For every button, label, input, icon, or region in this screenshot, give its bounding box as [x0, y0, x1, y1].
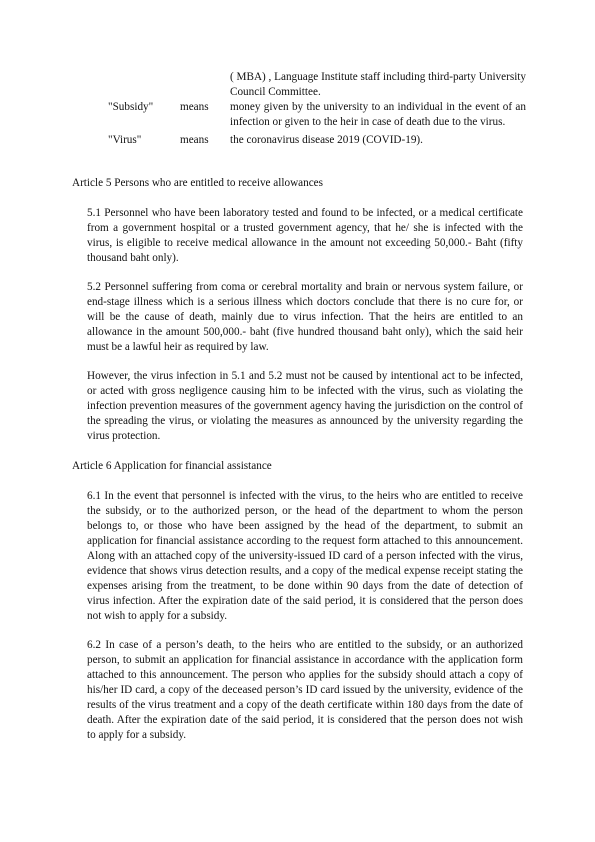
- definition-text: money given by the university to an individual in the event of an infection or given to the heir in case of death due to the virus.: [230, 101, 526, 128]
- article-6-heading: Article 6 Application for financial assistance: [72, 460, 272, 472]
- article-6-1-paragraph: 6.1 In the event that personnel is infected with the virus, to the heirs who are entitled to receive the subsidy, or to the authorized person, or the head of the department to whom the person belongs to, or those who have been assigned by the head of the department, to submit an application for financial assistance according to the request form attached to this announcement. Along with an attached copy of the university-issued ID card of a person infected with the virus, evidence that shows virus detection results, and a copy of the medical expense receipt stating the expenses arising from the treatment, to be done within 90 days from the date of detection of virus infection. After the expiration date of the said period, it is considered that the person does not wish to apply for a subsidy.: [87, 490, 523, 622]
- definition-term: "Subsidy": [108, 101, 154, 113]
- definition-mba-continuation: [72, 70, 527, 100]
- definition-subsidy: [72, 100, 527, 130]
- article-5-heading: Article 5 Persons who are entitled to receive allowances: [72, 177, 324, 189]
- article-5-2-paragraph: 5.2 Personnel suffering from coma or cerebral mortality and brain or nervous system failure, or end-stage illness which is a serious illness which doctors conclude that there is no cure for, or will be the cause of death, mainly due to virus infection. That the heirs are entitled to an allowance in the amount 500,000.- baht (five hundred thousand baht only), which the said heir must be a lawful heir as required by law.: [87, 281, 523, 353]
- definition-term: "Virus": [108, 134, 142, 146]
- definition-text: ( MBA) , Language Institute staff including third-party University Council Committee.: [230, 71, 526, 98]
- article-5-1-paragraph: 5.1 Personnel who have been laboratory tested and found to be infected, or a medical certificate from a government hospital or a trusted government agency, that he/ she is infected with the virus, is eligible to receive medical allowance in the amount not exceeding 50,000.- Baht (fifty thousand baht only).: [87, 207, 523, 264]
- article-6-2-paragraph: 6.2 In case of a person’s death, to the heirs who are entitled to the subsidy, or an authorized person, to submit an application for financial assistance in accordance with the application form attached to this announcement. The person who applies for the subsidy should attach a copy of his/her ID card, a copy of the deceased person’s ID card issued by the university, evidence of the results of the virus treatment and a copy of the death certificate within 180 days from the date of death. After the expiration date of the said period, it is considered that the person does not wish to apply for a subsidy.: [87, 639, 523, 741]
- definition-virus: [72, 133, 527, 148]
- definition-means: means: [180, 134, 209, 146]
- definitions-table: [72, 70, 527, 148]
- article-5-note-paragraph: However, the virus infection in 5.1 and 5.2 must not be caused by intentional act to be infected, or acted with gross negligence causing him to be infected with the virus, such as violating the infection prevention measures of the government agency having the jurisdiction on the control of the spreading the virus, or violating the measures as announced by the university regarding the virus protection.: [87, 370, 523, 442]
- definition-text: the coronavirus disease 2019 (COVID-19).: [230, 134, 423, 146]
- definition-means: means: [180, 101, 209, 113]
